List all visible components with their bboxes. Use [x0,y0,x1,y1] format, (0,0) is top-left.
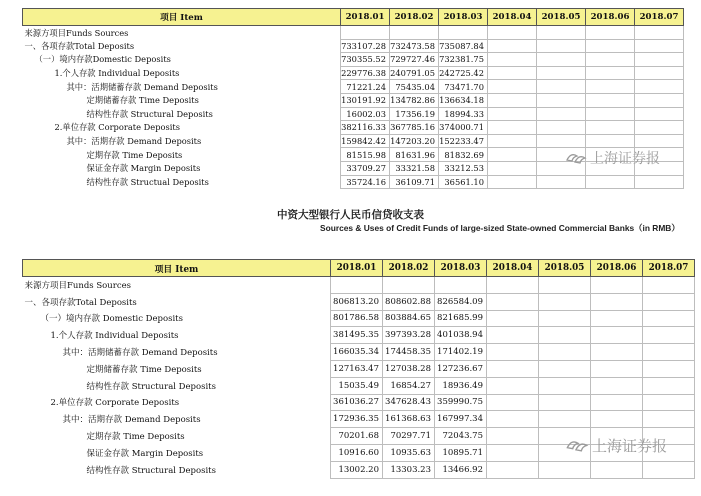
value-cell: 36561.10 [439,175,488,189]
value-cell: 171402.19 [435,344,487,361]
value-cell: 172936.35 [331,411,383,428]
row-label: 1.个人存款 Individual Deposits [50,331,179,342]
empty-cell [591,411,643,428]
empty-cell [643,293,695,310]
bank-table-title-cn: 中资大型银行人民币信贷收支表 [277,209,424,221]
column-header-month: 2018.03 [435,260,487,277]
newspaper-logo-icon [565,151,587,165]
value-cell: 242725.42 [439,66,488,80]
value-cell: 229776.38 [341,66,390,80]
value-cell: 72043.75 [435,428,487,445]
table-row [23,394,695,411]
table-row [23,277,695,294]
column-header-month: 2018.03 [439,9,488,26]
value-cell: 382116.33 [341,121,390,135]
table-row [23,377,695,394]
row-label: 其中：活期存款 Demand Deposits [62,415,201,426]
value-cell: 17356.19 [390,107,439,121]
empty-cell [488,66,537,80]
empty-cell [591,277,643,294]
table-row [23,293,695,310]
empty-cell [487,344,539,361]
table-row [23,26,684,40]
value-cell [331,277,383,294]
empty-cell [487,411,539,428]
empty-cell [488,148,537,162]
value-cell: 134782.86 [390,93,439,107]
empty-cell [643,277,695,294]
row-label: 其中：活期存款 Demand Deposits [66,136,202,147]
bottom-table-header-row [23,260,695,277]
column-header-month: 2018.04 [488,9,537,26]
empty-cell [643,310,695,327]
table-row [23,175,684,189]
value-cell: 159842.42 [341,134,390,148]
empty-cell [586,93,635,107]
empty-cell [591,461,643,478]
value-cell [341,26,390,40]
empty-cell [539,277,591,294]
column-header-month: 2018.05 [539,260,591,277]
row-label: 结构性存款 Structural Deposits [86,381,216,392]
value-cell [435,277,487,294]
value-cell: 127038.28 [383,360,435,377]
empty-cell [539,360,591,377]
row-label: 来源方项目Funds Sources [24,281,131,292]
row-label: 2.单位存款 Corporate Deposits [50,398,180,409]
empty-cell [635,121,684,135]
value-cell: 361036.27 [331,394,383,411]
value-cell: 826584.09 [435,293,487,310]
watermark-bottom [565,435,667,456]
value-cell: 130191.92 [341,93,390,107]
value-cell: 18936.49 [435,377,487,394]
value-cell: 374000.71 [439,121,488,135]
column-header-item: 项目 Item [23,260,331,277]
table-row [23,39,684,53]
value-cell: 806813.20 [331,293,383,310]
empty-cell [488,93,537,107]
empty-cell [487,277,539,294]
table-row [23,461,695,478]
table-row [23,411,695,428]
value-cell: 10895.71 [435,444,487,461]
empty-cell [539,411,591,428]
empty-cell [488,175,537,189]
row-label: 定期储蓄存款 Time Deposits [86,364,202,375]
value-cell [390,26,439,40]
table-row [23,66,684,80]
empty-cell [643,377,695,394]
empty-cell [635,134,684,148]
column-header-month: 2018.07 [643,260,695,277]
row-label: 定期存款 Time Deposits [86,149,183,160]
table-row [23,360,695,377]
empty-cell [586,80,635,94]
value-cell: 147203.20 [390,134,439,148]
value-cell: 70201.68 [331,428,383,445]
empty-cell [586,175,635,189]
empty-cell [635,93,684,107]
row-label: 定期储蓄存款 Time Deposits [86,95,199,106]
empty-cell [537,107,586,121]
empty-cell [537,121,586,135]
value-cell [383,277,435,294]
empty-cell [539,327,591,344]
value-cell: 735087.84 [439,39,488,53]
empty-cell [586,66,635,80]
empty-cell [488,26,537,40]
value-cell: 13466.92 [435,461,487,478]
value-cell: 821685.99 [435,310,487,327]
value-cell: 36109.71 [390,175,439,189]
value-cell: 10935.63 [383,444,435,461]
column-header-month: 2018.06 [586,9,635,26]
value-cell: 16002.03 [341,107,390,121]
empty-cell [537,175,586,189]
value-cell: 732381.75 [439,53,488,67]
empty-cell [643,327,695,344]
value-cell: 15035.49 [331,377,383,394]
value-cell: 152233.47 [439,134,488,148]
value-cell: 381495.35 [331,327,383,344]
empty-cell [635,39,684,53]
row-label: 结构性存款 Structural Deposits [86,108,213,119]
empty-cell [643,344,695,361]
value-cell: 127163.47 [331,360,383,377]
value-cell: 73471.70 [439,80,488,94]
empty-cell [488,53,537,67]
value-cell: 801786.58 [331,310,383,327]
newspaper-logo-icon [565,438,589,453]
row-label: 定期存款 Time Deposits [86,432,185,443]
table-row [23,344,695,361]
watermark-top [565,148,660,168]
empty-cell [537,39,586,53]
column-header-month: 2018.06 [591,260,643,277]
value-cell: 10916.60 [331,444,383,461]
row-label: 2.单位存款 Corporate Deposits [54,122,181,133]
empty-cell [591,327,643,344]
table-row [23,134,684,148]
empty-cell [539,461,591,478]
empty-cell [539,293,591,310]
value-cell: 174458.35 [383,344,435,361]
value-cell: 729727.46 [390,53,439,67]
value-cell: 730355.52 [341,53,390,67]
empty-cell [591,377,643,394]
value-cell: 81515.98 [341,148,390,162]
value-cell: 35724.16 [341,175,390,189]
empty-cell [487,360,539,377]
watermark-text: 上海证券报 [592,437,668,455]
empty-cell [487,461,539,478]
value-cell: 397393.28 [383,327,435,344]
value-cell: 347628.43 [383,394,435,411]
column-header-month: 2018.02 [383,260,435,277]
value-cell: 81832.69 [439,148,488,162]
empty-cell [643,411,695,428]
empty-cell [643,394,695,411]
empty-cell [586,134,635,148]
empty-cell [487,394,539,411]
empty-cell [537,26,586,40]
row-label: 保证金存款 Margin Deposits [86,448,204,459]
empty-cell [591,344,643,361]
empty-cell [539,344,591,361]
empty-cell [537,53,586,67]
value-cell: 240791.05 [390,66,439,80]
value-cell: 70297.71 [383,428,435,445]
empty-cell [591,310,643,327]
value-cell: 733107.28 [341,39,390,53]
row-label: 其中：活期储蓄存款 Demand Deposits [66,81,218,92]
empty-cell [488,134,537,148]
row-label: 1.个人存款 Individual Deposits [54,68,180,79]
empty-cell [488,107,537,121]
empty-cell [586,107,635,121]
empty-cell [488,80,537,94]
table-row [23,310,695,327]
empty-cell [635,175,684,189]
empty-cell [537,80,586,94]
empty-cell [643,461,695,478]
empty-cell [487,444,539,461]
table-row [23,327,695,344]
empty-cell [635,107,684,121]
value-cell: 33212.53 [439,161,488,175]
empty-cell [591,360,643,377]
value-cell: 13002.20 [331,461,383,478]
row-label: 结构性存款 Structural Deposits [86,465,216,476]
empty-cell [586,53,635,67]
top-table-header-row [23,9,684,26]
row-label: 一、各项存款Total Deposits [24,297,137,308]
empty-cell [539,377,591,394]
empty-cell [487,377,539,394]
empty-cell [537,66,586,80]
value-cell: 127236.67 [435,360,487,377]
row-label: 结构性存款 Structual Deposits [86,176,209,187]
row-label: 来源方项目Funds Sources [24,27,129,38]
empty-cell [537,134,586,148]
value-cell: 367785.16 [390,121,439,135]
empty-cell [635,66,684,80]
empty-cell [487,428,539,445]
value-cell: 71221.24 [341,80,390,94]
row-label: 其中：活期储蓄存款 Demand Deposits [62,348,218,359]
row-label: （一）境内存款Domestic Deposits [34,54,171,65]
column-header-month: 2018.02 [390,9,439,26]
value-cell: 33709.27 [341,161,390,175]
row-label: （一）境内存款 Domestic Deposits [40,314,183,325]
empty-cell [586,121,635,135]
value-cell: 808602.88 [383,293,435,310]
value-cell [439,26,488,40]
value-cell: 359990.75 [435,394,487,411]
table-row [23,53,684,67]
empty-cell [591,293,643,310]
column-header-month: 2018.04 [487,260,539,277]
value-cell: 167997.34 [435,411,487,428]
empty-cell [539,310,591,327]
watermark-text: 上海证券报 [590,151,660,167]
column-header-item: 项目 Item [23,9,341,26]
value-cell: 81631.96 [390,148,439,162]
empty-cell [537,93,586,107]
value-cell: 16854.27 [383,377,435,394]
value-cell: 401038.94 [435,327,487,344]
empty-cell [539,394,591,411]
table-row [23,80,684,94]
empty-cell [643,360,695,377]
value-cell: 136634.18 [439,93,488,107]
value-cell: 13303.23 [383,461,435,478]
column-header-month: 2018.01 [331,260,383,277]
empty-cell [591,394,643,411]
empty-cell [586,26,635,40]
table-row [23,121,684,135]
value-cell: 75435.04 [390,80,439,94]
empty-cell [635,26,684,40]
empty-cell [487,293,539,310]
value-cell: 33321.58 [390,161,439,175]
empty-cell [487,310,539,327]
value-cell: 803884.65 [383,310,435,327]
bank-table-title-en: Sources & Uses of Credit Funds of large-sized State-owned Commercial Banks（in RMB） [320,223,680,233]
value-cell: 18994.33 [439,107,488,121]
value-cell: 166035.34 [331,344,383,361]
row-label: 一、各项存款Total Deposits [24,40,135,51]
empty-cell [635,80,684,94]
table-row [23,107,684,121]
table-row [23,93,684,107]
empty-cell [488,39,537,53]
column-header-month: 2018.05 [537,9,586,26]
column-header-month: 2018.07 [635,9,684,26]
row-label: 保证金存款 Margin Deposits [86,163,201,174]
empty-cell [586,39,635,53]
empty-cell [488,161,537,175]
column-header-month: 2018.01 [341,9,390,26]
empty-cell [487,327,539,344]
value-cell: 732473.58 [390,39,439,53]
value-cell: 161368.63 [383,411,435,428]
empty-cell [488,121,537,135]
empty-cell [635,53,684,67]
